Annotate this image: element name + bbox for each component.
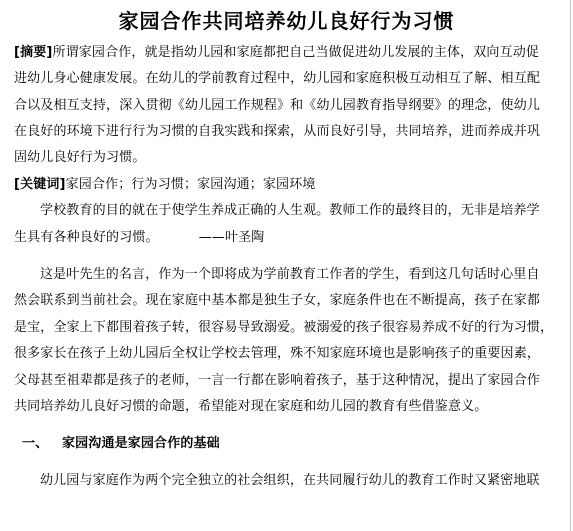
section-number: 一、	[22, 436, 49, 451]
abstract-tag: [摘要]	[14, 45, 53, 60]
quote-line-2	[14, 229, 264, 247]
paragraph-line-3: 是宝，全家上下都围着孩子转，很容易导致溺爱。被溺爱的孩子很容易养成不好的行为习惯，	[14, 320, 554, 335]
paragraph-line-2: 然会联系到当前社会。现在家庭中基本都是独生子女，家庭条件也在不断提高，孩子在家都	[14, 293, 541, 308]
keywords-tag: [关键词]	[14, 177, 66, 192]
section-heading	[22, 435, 220, 453]
abstract-line-2: 进幼儿身心健康发展。在幼儿的学前教育过程中，幼儿园和家庭积极互动相互了解、相互配	[14, 71, 541, 86]
paragraph-line-5: 父母甚至祖辈都是孩子的老师，一言一行都在影响着孩子，基于这种情况，提出了家园合作	[14, 373, 541, 388]
document-title: 家园合作共同培养幼儿良好行为习惯	[118, 9, 455, 33]
quote-text-2: 生具有各种良好的习惯。	[14, 230, 159, 245]
keywords-line	[14, 176, 316, 194]
paragraph-line-6: 共同培养幼儿良好习惯的命题，希望能对现在家庭和幼儿园的教育有些借鉴意义。	[14, 399, 488, 414]
quote-attribution: ——叶圣陶	[198, 230, 265, 245]
abstract-line-4: 在良好的环境下进行行为习惯的自我实践和探索，从而良好引导，共同培养，进而养成并巩	[14, 124, 541, 139]
paragraph-line-4: 很多家长在孩子上幼儿园后全权让学校去管理，殊不知家庭环境也是影响孩子的重要因素，	[14, 346, 541, 361]
abstract-line-1	[14, 44, 539, 62]
abstract-text-1: 所谓家园合作，就是指幼儿园和家庭都把自己当做促进幼儿发展的主体，双向互动促	[52, 45, 540, 60]
abstract-line-5: 固幼儿良好行为习惯。	[14, 150, 146, 165]
keywords-text: 家园合作；行为习惯；家园沟通；家园环境	[65, 177, 316, 192]
abstract-line-3: 合以及相互支持，深入贯彻《幼儿园工作规程》和《幼儿园教育指导纲要》的理念，使幼儿	[14, 98, 541, 113]
quote-line-1: 学校教育的目的就在于使学生养成正确的人生观。教师工作的最终目的，无非是培养学	[40, 203, 540, 218]
section-heading-text: 家园沟通是家园合作的基础	[62, 436, 220, 451]
paragraph-line-1: 这是叶先生的名言，作为一个即将成为学前教育工作者的学生，看到这几句话时心里自	[40, 267, 540, 282]
section-text-line-1: 幼儿园与家庭作为两个完全独立的社会组织，在共同履行幼儿的教育工作时又紧密地联	[40, 473, 540, 488]
